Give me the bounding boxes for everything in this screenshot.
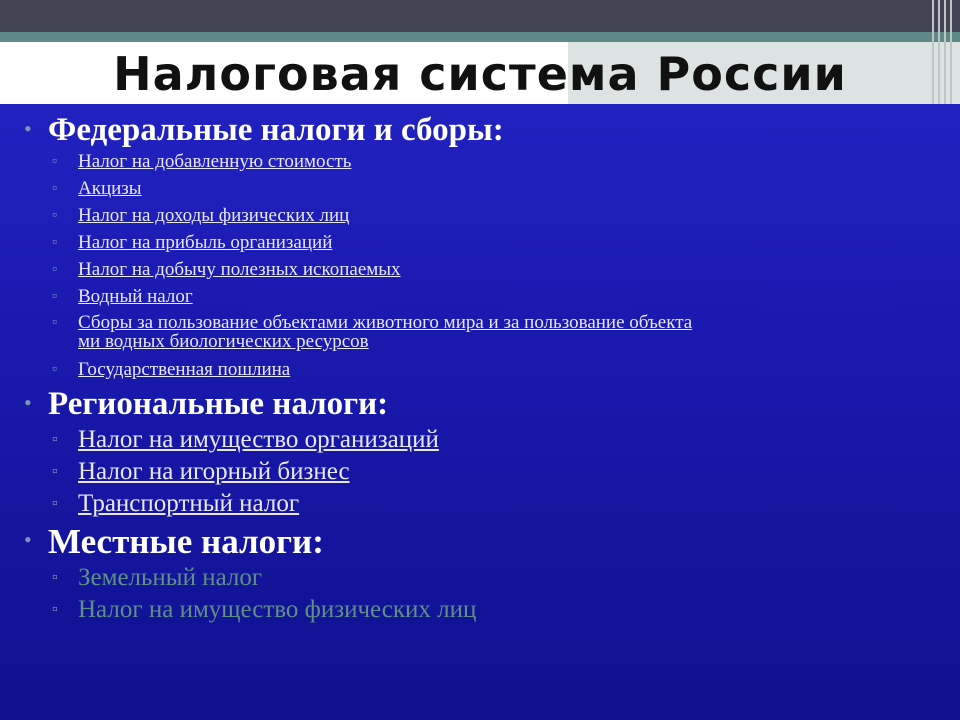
section-heading-local: Местные налоги: (48, 522, 324, 561)
top-bar (0, 0, 960, 32)
item-bullet-icon: ▫ (52, 431, 58, 448)
section-bullet-icon: • (24, 390, 32, 415)
item-bullet-icon: ▫ (52, 289, 57, 304)
section-heading-federal: Федеральные налоги и сборы: (48, 112, 504, 148)
list-item-label[interactable]: Налог на прибыль организаций (78, 232, 333, 253)
list-item-label[interactable]: Налог на добавленную стоимость (78, 151, 352, 172)
item-bullet-icon: ▫ (52, 601, 58, 618)
list-item-label[interactable]: Государственная пошлина (78, 359, 291, 380)
item-bullet-icon: ▫ (52, 569, 58, 586)
item-bullet-icon: ▫ (52, 262, 57, 277)
list-item-label[interactable]: ми водных биологических ресурсов (78, 331, 369, 352)
list-item-label[interactable]: Налог на игорный бизнес (78, 458, 350, 485)
list-item-label[interactable]: Транспортный налог (78, 490, 300, 517)
list-item-label: Налог на имущество физических лиц (78, 596, 477, 623)
item-bullet-icon: ▫ (52, 154, 57, 169)
item-bullet-icon: ▫ (52, 235, 57, 250)
section-bullet-icon: • (24, 527, 32, 552)
item-bullet-icon: ▫ (52, 362, 57, 377)
top-stripe (0, 32, 960, 42)
list-item-label[interactable]: Налог на добычу полезных ископаемых (78, 259, 401, 280)
section-heading-regional: Региональные налоги: (48, 386, 389, 422)
list-item-label[interactable]: Акцизы (78, 178, 142, 199)
item-bullet-icon: ▫ (52, 208, 57, 223)
slide-title: Налоговая система России (113, 47, 847, 101)
item-bullet-icon: ▫ (52, 315, 57, 330)
list-item-label: Земельный налог (78, 564, 263, 591)
item-bullet-icon: ▫ (52, 463, 58, 480)
item-bullet-icon: ▫ (52, 495, 58, 512)
list-item-label[interactable]: Водный налог (78, 286, 193, 307)
list-item-label[interactable]: Сборы за пользование объектами животного мира и за пользование объекта (78, 312, 693, 333)
section-bullet-icon: • (24, 116, 32, 141)
item-bullet-icon: ▫ (52, 181, 57, 196)
list-item-label[interactable]: Налог на доходы физических лиц (78, 205, 350, 226)
list-item-label[interactable]: Налог на имущество организаций (78, 426, 439, 453)
